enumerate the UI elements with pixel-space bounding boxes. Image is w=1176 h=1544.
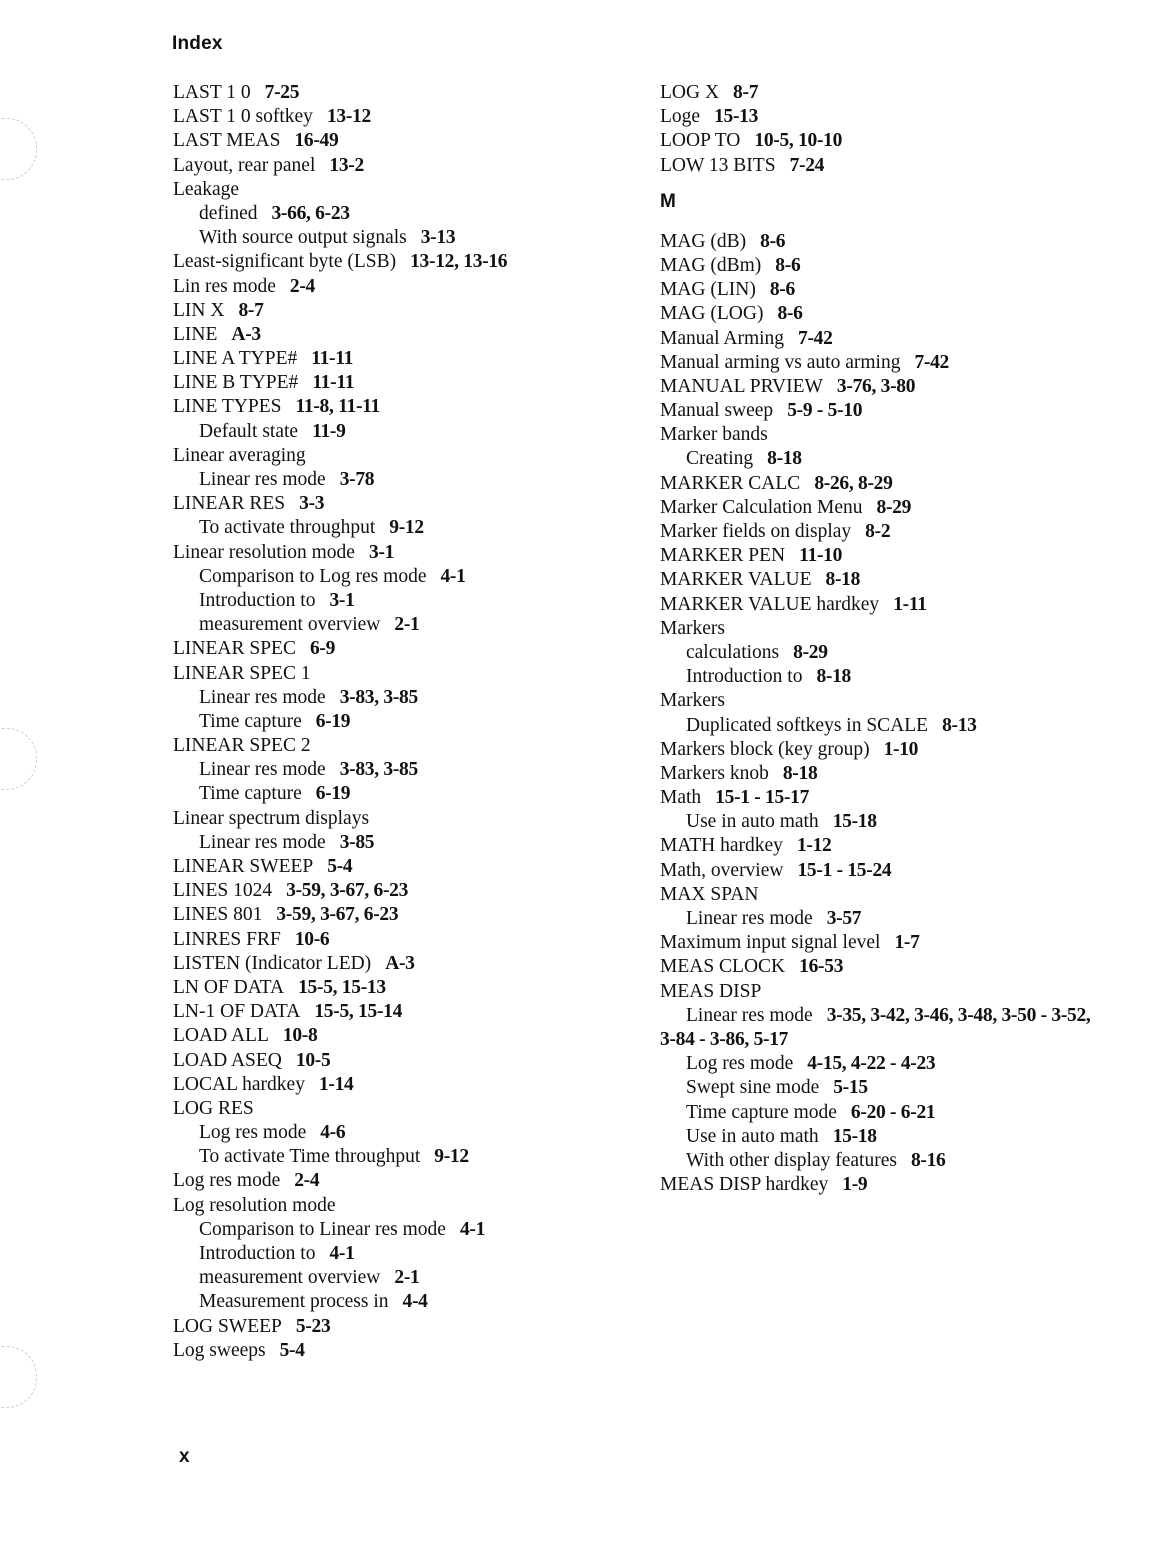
entry-page-refs: 9-12	[389, 517, 424, 539]
entry-page-refs: 3-57	[826, 908, 862, 929]
index-entry	[173, 1049, 613, 1073]
index-group-m	[660, 230, 1140, 1028]
index-entry	[660, 617, 1140, 641]
entry-term: LINES 1024	[173, 880, 273, 902]
index-subentry	[173, 226, 613, 250]
entry-page-refs: 13-12	[326, 106, 371, 128]
index-entry	[173, 1169, 613, 1193]
index-subentry	[660, 447, 1140, 471]
entry-term: To activate Time throughput	[199, 1146, 421, 1168]
entry-term: Markers knob	[660, 762, 769, 784]
index-entry	[173, 1097, 613, 1121]
entry-term: MARKER CALC	[660, 472, 801, 494]
index-entry	[660, 375, 1140, 399]
index-column-right	[660, 81, 1140, 1197]
index-subentry	[173, 1290, 613, 1314]
index-entry	[660, 520, 1140, 544]
entry-term: To activate throughput	[199, 517, 376, 539]
index-entry	[173, 952, 613, 976]
index-subentry	[660, 1125, 1140, 1149]
entry-term: LINEAR SPEC	[173, 638, 296, 660]
entry-term: Maximum input signal level	[660, 932, 881, 954]
entry-page-refs: 4-15, 4-22 - 4-23	[807, 1053, 936, 1075]
index-entry	[660, 230, 1140, 254]
index-entry	[660, 327, 1140, 351]
index-subentry	[660, 1076, 1140, 1100]
entry-term: Linear res mode	[686, 908, 813, 929]
entry-page-refs: 1-10	[883, 738, 919, 760]
index-subentry	[173, 1218, 613, 1242]
index-subentry	[173, 613, 613, 637]
index-entry	[173, 154, 613, 178]
entry-term: Markers	[660, 617, 725, 639]
entry-page-refs: 6-9	[309, 638, 336, 660]
index-subentry	[173, 589, 613, 613]
entry-term: LINEAR SWEEP	[173, 856, 314, 877]
index-subentry	[173, 1266, 613, 1290]
entry-page-refs: 8-18	[825, 569, 861, 591]
entry-page-refs: 11-10	[799, 545, 843, 567]
entry-page-refs: 3-35, 3-42, 3-46, 3-48, 3-50 - 3-52,	[826, 1004, 1091, 1026]
entry-term: Use in auto math	[686, 811, 819, 833]
entry-page-refs: 10-6	[294, 928, 330, 950]
entry-page-refs: 6-19	[315, 783, 351, 805]
entry-term: Log sweeps	[173, 1339, 266, 1361]
entry-term: MARKER VALUE hardkey	[660, 593, 880, 615]
index-subentry	[660, 1149, 1140, 1173]
index-subentry	[660, 1004, 1140, 1028]
entry-page-refs: 8-26, 8-29	[814, 472, 893, 494]
index-subentry	[173, 565, 613, 589]
entry-term: LAST MEAS	[173, 130, 281, 152]
index-entry	[173, 444, 613, 468]
entry-page-refs: 6-20 - 6-21	[850, 1101, 936, 1123]
entry-page-refs: 4-4	[402, 1291, 428, 1313]
entry-term: LINRES FRF	[173, 928, 281, 950]
entry-page-refs: 3-83, 3-85	[339, 759, 418, 781]
entry-page-refs: 4-1	[329, 1243, 355, 1264]
entry-page-refs: 1-12	[796, 835, 832, 857]
entry-page-refs: 1-11	[893, 593, 927, 615]
entry-page-refs: 4-6	[320, 1122, 346, 1144]
index-subentry	[173, 758, 613, 782]
entry-page-refs: 3-76, 3-80	[836, 375, 916, 397]
index-group-m-end	[660, 1052, 1140, 1197]
entry-page-refs: 15-18	[832, 1125, 877, 1147]
punch-hole-mark	[0, 728, 37, 790]
entry-page-refs: 15-1 - 15-24	[797, 859, 892, 881]
entry-term: Linear spectrum displays	[173, 807, 370, 829]
index-entry	[173, 81, 613, 105]
index-entry	[173, 395, 613, 419]
index-subentry	[660, 1052, 1140, 1076]
entry-page-refs: 8-18	[767, 448, 802, 470]
index-entry	[660, 351, 1140, 375]
entry-term: LOG SWEEP	[173, 1315, 282, 1337]
index-entry	[660, 278, 1140, 302]
entry-page-refs: 1-9	[842, 1174, 868, 1196]
index-subentry	[173, 202, 613, 226]
entry-term: Use in auto math	[686, 1125, 819, 1147]
index-entry	[660, 568, 1140, 592]
index-entry	[173, 976, 613, 1000]
index-subentry	[660, 665, 1140, 689]
entry-term: Linear res mode	[199, 759, 326, 781]
index-subentry	[660, 810, 1140, 834]
entry-term: MAG (dB)	[660, 230, 747, 252]
entry-page-refs: 3-1	[329, 589, 355, 611]
entry-term: LOG RES	[173, 1097, 254, 1119]
entry-term: LOG X	[660, 82, 720, 103]
entry-page-refs: 15-5, 15-14	[314, 1001, 403, 1023]
entry-term: LINE	[173, 323, 218, 345]
index-entry	[173, 879, 613, 903]
entry-page-refs: 15-1 - 15-17	[715, 787, 810, 809]
entry-term: Layout, rear panel	[173, 154, 316, 176]
entry-term: LN OF DATA	[173, 976, 285, 998]
index-entry	[173, 807, 613, 831]
index-entry	[173, 1315, 613, 1339]
entry-page-refs: 16-49	[294, 130, 339, 152]
index-subentry	[660, 907, 1140, 931]
entry-page-refs: 3-78	[339, 469, 375, 490]
index-entry	[660, 105, 1140, 129]
entry-term: Linear res mode	[199, 831, 326, 853]
entry-term: LIN X	[173, 299, 225, 321]
entry-page-refs: 8-6	[769, 279, 795, 301]
entry-page-refs: 1-14	[318, 1073, 354, 1095]
entry-term: defined	[199, 202, 258, 224]
entry-term: MAG (dBm)	[660, 254, 762, 276]
index-entry	[660, 762, 1140, 786]
entry-page-refs: 3-85	[339, 831, 375, 853]
entry-term: measurement overview	[199, 1267, 381, 1289]
entry-page-refs: 5-15	[833, 1077, 868, 1099]
entry-term: MEAS DISP	[660, 980, 762, 1002]
index-subentry	[173, 831, 613, 855]
entry-page-refs: 16-53	[799, 956, 844, 978]
index-entry	[173, 178, 613, 202]
entry-page-refs: 3-83, 3-85	[339, 686, 418, 708]
entry-page-refs: 8-29	[793, 641, 828, 663]
index-entry	[173, 1000, 613, 1024]
entry-term: Linear res mode	[686, 1004, 813, 1026]
index-subentry	[173, 516, 613, 540]
entry-term: Linear res mode	[199, 686, 326, 708]
entry-wrapped-pages: 3-84 - 3-86, 5-17	[660, 1028, 789, 1050]
entry-term: Linear resolution mode	[173, 541, 355, 563]
index-entry	[173, 903, 613, 927]
entry-term: LAST 1 0 softkey	[173, 106, 313, 128]
index-column-left	[173, 81, 613, 1363]
entry-page-refs: 8-29	[876, 496, 912, 518]
entry-term: Linear res mode	[199, 469, 326, 490]
entry-term: Default state	[199, 420, 299, 442]
entry-page-refs: 11-9	[312, 420, 346, 442]
index-subentry	[660, 641, 1140, 665]
entry-page-refs: 2-1	[394, 614, 420, 636]
entry-page-refs: 2-4	[289, 275, 315, 297]
index-entry	[173, 129, 613, 153]
index-entry	[173, 347, 613, 371]
entry-page-refs: 8-2	[865, 521, 891, 542]
page-header: Index	[172, 33, 223, 54]
entry-page-refs: 3-13	[420, 227, 456, 249]
punch-hole-mark	[0, 118, 37, 180]
entry-page-refs: 6-19	[315, 710, 351, 732]
index-entry	[660, 786, 1140, 810]
index-entry	[173, 541, 613, 565]
index-entry	[173, 250, 613, 274]
index-entry	[660, 738, 1140, 762]
entry-page-refs: 2-4	[294, 1170, 320, 1192]
entry-page-refs: 10-8	[282, 1025, 318, 1047]
entry-term: Time capture	[199, 783, 302, 805]
entry-term: Log res mode	[199, 1122, 307, 1144]
entry-term: LOCAL hardkey	[173, 1073, 305, 1095]
entry-term: Measurement process in	[199, 1291, 389, 1313]
index-subentry	[173, 420, 613, 444]
entry-term: MEAS CLOCK	[660, 956, 786, 978]
entry-term: Math	[660, 787, 702, 809]
entry-page-refs: 10-5, 10-10	[754, 130, 843, 152]
index-entry	[660, 834, 1140, 858]
entry-term: LINE A TYPE#	[173, 348, 298, 370]
entry-term: Creating	[686, 448, 754, 470]
index-entry	[660, 544, 1140, 568]
entry-term: Marker Calculation Menu	[660, 496, 863, 518]
index-entry	[660, 955, 1140, 979]
entry-term: Least-significant byte (LSB)	[173, 251, 397, 273]
entry-term: LOW 13 BITS	[660, 154, 776, 176]
entry-page-refs: 7-42	[914, 351, 949, 373]
entry-term: Log res mode	[173, 1170, 281, 1192]
index-subentry	[660, 1101, 1140, 1125]
index-subentry	[173, 710, 613, 734]
entry-term: calculations	[686, 641, 780, 663]
punch-hole-mark	[0, 1346, 37, 1408]
index-entry	[660, 399, 1140, 423]
entry-term: MEAS DISP hardkey	[660, 1174, 829, 1196]
index-entry	[660, 472, 1140, 496]
entry-page-refs: 15-5, 15-13	[298, 976, 386, 998]
entry-page-refs: 8-16	[910, 1149, 946, 1171]
index-entry	[173, 928, 613, 952]
entry-term: MAG (LIN)	[660, 279, 756, 301]
entry-term: LINEAR SPEC 2	[173, 735, 311, 757]
entry-page-refs: 4-1	[440, 565, 466, 587]
entry-term: Log resolution mode	[173, 1194, 336, 1216]
index-entry	[660, 81, 1140, 105]
index-entry	[660, 883, 1140, 907]
entry-page-refs: 15-18	[832, 811, 877, 833]
index-entry	[660, 129, 1140, 153]
entry-page-refs: 7-24	[789, 154, 825, 176]
entry-page-refs: 5-4	[327, 856, 353, 877]
index-entry	[173, 371, 613, 395]
entry-page-refs: 7-42	[798, 327, 833, 349]
entry-term: Lin res mode	[173, 275, 276, 297]
entry-term: LINES 801	[173, 904, 263, 926]
entry-term: Swept sine mode	[686, 1077, 820, 1099]
entry-page-refs: 3-59, 3-67, 6-23	[276, 904, 399, 926]
index-entry	[660, 980, 1140, 1004]
entry-term: Duplicated softkeys in SCALE	[686, 714, 929, 736]
entry-page-refs: 15-13	[714, 106, 759, 128]
entry-term: Comparison to Log res mode	[199, 565, 427, 587]
index-entry	[173, 855, 613, 879]
entry-page-refs: 8-7	[238, 299, 264, 321]
entry-term: LINE TYPES	[173, 396, 282, 418]
entry-term: Marker fields on display	[660, 521, 852, 542]
entry-term: Math, overview	[660, 859, 784, 881]
index-entry	[660, 254, 1140, 278]
entry-page-refs: 13-12, 13-16	[410, 251, 508, 273]
entry-term: Introduction to	[199, 1243, 316, 1264]
index-entry	[173, 323, 613, 347]
entry-term: LINEAR SPEC 1	[173, 662, 311, 684]
entry-term: measurement overview	[199, 614, 381, 636]
entry-page-refs: A-3	[231, 323, 261, 345]
entry-page-refs: 8-18	[782, 762, 818, 784]
index-entry	[173, 1194, 613, 1218]
entry-term: MATH hardkey	[660, 835, 783, 857]
entry-page-refs: 11-11	[312, 372, 355, 394]
entry-term: Comparison to Linear res mode	[199, 1218, 446, 1240]
index-group-l-continued	[660, 81, 1140, 178]
entry-term: Manual arming vs auto arming	[660, 351, 901, 373]
entry-page-refs: 8-7	[733, 82, 759, 103]
entry-page-refs: 3-3	[299, 493, 325, 515]
entry-term: Markers	[660, 690, 725, 712]
entry-page-refs: 8-6	[760, 230, 786, 252]
index-entry	[173, 1339, 613, 1363]
entry-term: MAG (LOG)	[660, 303, 764, 325]
entry-term: LAST 1 0	[173, 82, 251, 103]
entry-term: With source output signals	[199, 227, 407, 249]
entry-page-refs: 5-4	[279, 1339, 305, 1361]
index-entry	[173, 662, 613, 686]
entry-term: Log res mode	[686, 1053, 794, 1075]
entry-term: Marker bands	[660, 424, 768, 446]
index-entry	[660, 1173, 1140, 1197]
entry-term: MARKER PEN	[660, 545, 786, 567]
entry-page-refs: 1-7	[894, 932, 920, 954]
entry-term: LISTEN (Indicator LED)	[173, 952, 372, 974]
entry-page-refs: 8-13	[942, 714, 977, 736]
index-entry	[173, 105, 613, 129]
index-entry	[173, 1073, 613, 1097]
index-entry	[660, 154, 1140, 178]
entry-page-refs: 4-1	[459, 1218, 486, 1240]
entry-page-refs: 8-18	[816, 666, 851, 688]
entry-term: LINEAR RES	[173, 493, 286, 515]
index-entry	[660, 931, 1140, 955]
entry-term: Time capture mode	[686, 1101, 837, 1123]
index-entry	[660, 593, 1140, 617]
index-entry	[173, 275, 613, 299]
entry-term: MARKER VALUE	[660, 569, 812, 591]
entry-term: LINE B TYPE#	[173, 372, 299, 394]
entry-term: With other display features	[686, 1149, 897, 1171]
entry-page-refs: 11-11	[311, 348, 354, 370]
index-entry	[173, 637, 613, 661]
index-entry	[660, 423, 1140, 447]
entry-term: Leakage	[173, 178, 240, 200]
entry-page-refs: A-3	[385, 952, 415, 974]
entry-page-refs: 3-66, 6-23	[271, 202, 350, 224]
entry-term: Loge	[660, 106, 701, 128]
entry-term: Time capture	[199, 710, 302, 732]
entry-page-refs: 11-8, 11-11	[295, 396, 380, 418]
index-subentry	[173, 1121, 613, 1145]
entry-page-refs: 13-2	[329, 154, 364, 176]
entry-term: MANUAL PRVIEW	[660, 375, 823, 397]
index-entry	[660, 859, 1140, 883]
index-entry	[173, 492, 613, 516]
entry-page-refs: 10-5	[295, 1049, 331, 1071]
index-entry	[660, 496, 1140, 520]
index-subentry	[173, 1145, 613, 1169]
index-subentry	[173, 686, 613, 710]
entry-term: LOOP TO	[660, 130, 741, 152]
entry-page-refs: 8-6	[775, 254, 801, 276]
entry-page-refs: 5-9 - 5-10	[787, 400, 863, 422]
entry-term: LOAD ASEQ	[173, 1049, 282, 1071]
entry-term: Linear averaging	[173, 444, 306, 466]
page-number: x	[179, 1446, 190, 1467]
entry-page-refs: 3-1	[368, 541, 395, 563]
entry-term: LN-1 OF DATA	[173, 1001, 301, 1023]
index-entry	[173, 299, 613, 323]
entry-term: MAX SPAN	[660, 883, 759, 905]
entry-page-refs: 3-59, 3-67, 6-23	[286, 880, 409, 902]
index-subentry	[660, 714, 1140, 738]
entry-term: Introduction to	[686, 666, 803, 688]
index-entry	[173, 1024, 613, 1048]
index-subentry	[173, 468, 613, 492]
index-entry	[660, 302, 1140, 326]
index-subentry	[173, 782, 613, 806]
entry-page-refs: 7-25	[264, 82, 300, 103]
entry-term: Manual sweep	[660, 400, 774, 422]
index-entry	[173, 734, 613, 758]
entry-term: LOAD ALL	[173, 1025, 269, 1047]
entry-page-refs: 8-6	[777, 303, 803, 325]
section-letter-m: M	[660, 190, 676, 212]
entry-page-refs: 2-1	[394, 1267, 420, 1289]
entry-page-refs: 5-23	[295, 1315, 331, 1337]
entry-term: Markers block (key group)	[660, 738, 870, 760]
entry-page-refs: 9-12	[434, 1146, 469, 1168]
entry-term: Introduction to	[199, 589, 316, 611]
entry-term: Manual Arming	[660, 327, 785, 349]
index-entry	[660, 689, 1140, 713]
index-subentry	[173, 1242, 613, 1266]
